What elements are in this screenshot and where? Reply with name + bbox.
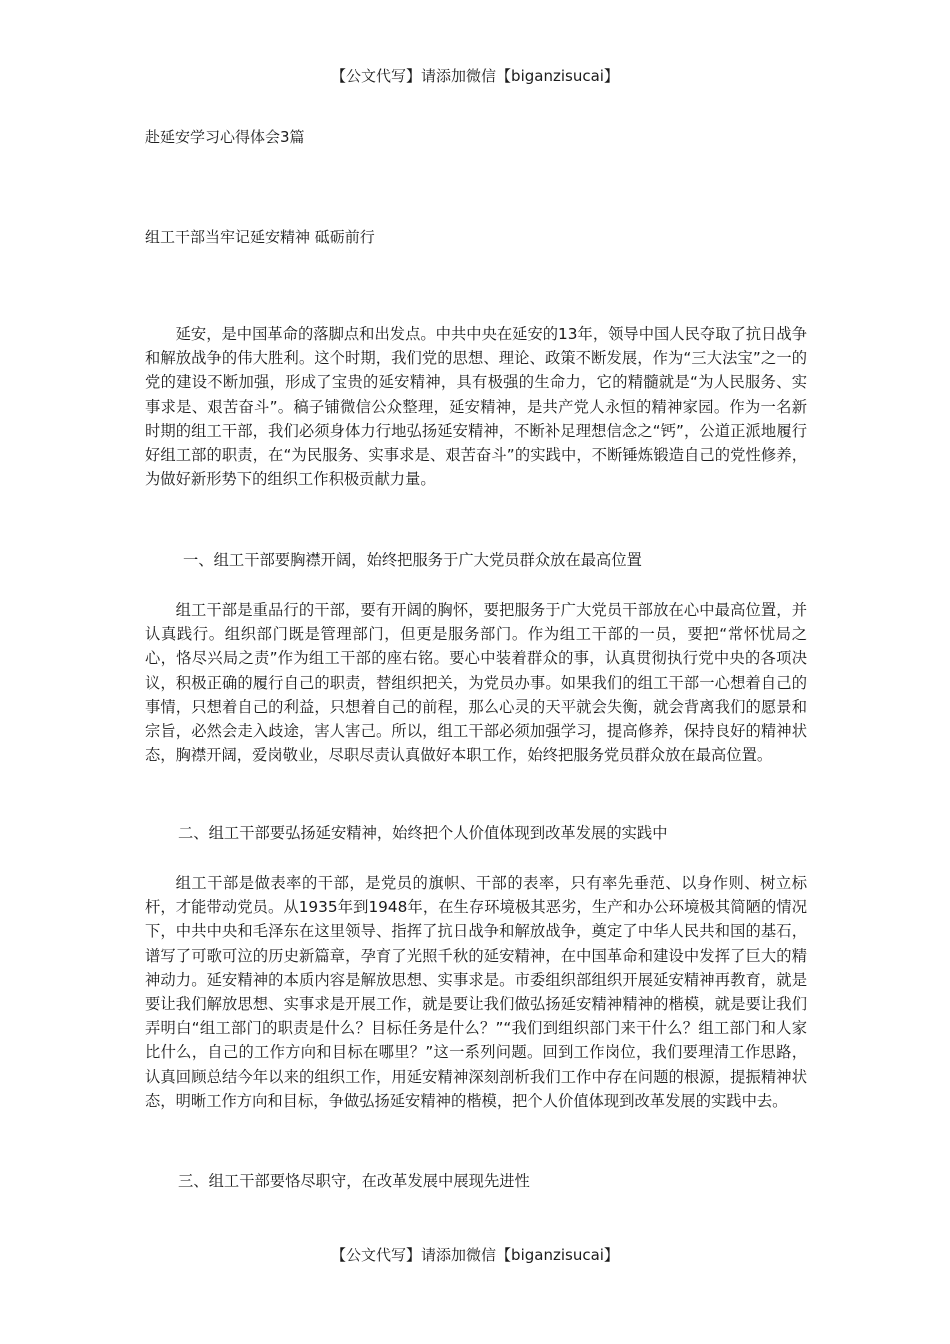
paragraph-section-1: 组工干部是重品行的干部，要有开阔的胸怀，要把服务于广大党员干部放在心中最高位置，并认真践行。组织部门既是管理部门，但更是服务部门。作为组工干部的一员，要把“常怀忧局之心，恪尽兴局之责”作为组工干部的座右铭。要心中装着群众的事，认真贯彻执行党中央的各项决议，积极正确的履行自己的职责，替组织把关，为党员办事。如果我们的组工干部一心想着自己的事情，只想着自己的利益，只想着自己的前程，那么心灵的天平就会失衡，就会背离我们的愿景和宗旨，必然会走入歧途，害人害己。所以，组工干部必须加强学习，提高修养，保持良好的精神状态，胸襟开阔，爱岗敬业，尽职尽责认真做好本职工作，始终把服务党员群众放在最高位置。 — [145, 601, 807, 765]
page-header: 【公文代写】请添加微信【biganzisucai】 — [331, 67, 619, 85]
article-title: 组工干部当牢记延安精神 砥砺前行 — [145, 228, 375, 246]
paragraph-intro: 延安，是中国革命的落脚点和出发点。中共中央在延安的13年，领导中国人民夺取了抗日战争和解放战争的伟大胜利。这个时期，我们党的思想、理论、政策不断发展，作为“三大法宝”之一的党的建设不断加强，形成了宝贵的延安精神，具有极强的生命力，它的精髓就是“为人民服务、实事求是、艰苦奋斗”。稿子铺微信公众整理，延安精神，是共产党人永恒的精神家园。作为一名新时期的组工干部，我们必须身体力行地弘扬延安精神，不断补足理想信念之“钙”，公道正派地履行好组工部的职责，在“为民服务、实事求是、艰苦奋斗”的实践中，不断锤炼锻造自己的党性修养，为做好新形势下的组织工作积极贡献力量。 — [145, 325, 807, 489]
paragraph-section-2: 组工干部是做表率的干部，是党员的旗帜、干部的表率，只有率先垂范、以身作则、树立标杆，才能带动党员。从1935年到1948年，在生存环境极其恶劣，生产和办公环境极其简陋的情况下，中共中央和毛泽东在这里领导、指挥了抗日战争和解放战争，奠定了中华人民共和国的基石，谱写了可歌可泣的历史新篇章，孕育了光照千秋的延安精神，在中国革命和建设中发挥了巨大的精神动力。延安精神的本质内容是解放思想、实事求是。市委组织部组织开展延安精神再教育，就是要让我们解放思想、实事求是开展工作，就是要让我们做弘扬延安精神精神的楷模，就是要让我们弄明白“组工部门的职责是什么？目标任务是什么？”“我们到组织部门来干什么？组工部门和人家比什么，自己的工作方向和目标在哪里？”这一系列问题。回到工作岗位，我们要理清工作思路，认真回顾总结今年以来的组织工作，用延安精神深刻剖析我们工作中存在问题的根源，提振精神状态，明晰工作方向和目标，争做弘扬延安精神的楷模，把个人价值体现到改革发展的实践中去。 — [145, 874, 807, 1110]
section-heading-1: 一、组工干部要胸襟开阔，始终把服务于广大党员群众放在最高位置 — [183, 551, 642, 569]
document-body — [145, 0, 807, 1344]
section-heading-3: 三、组工干部要恪尽职守，在改革发展中展现先进性 — [178, 1172, 530, 1190]
page-footer: 【公文代写】请添加微信【biganzisucai】 — [331, 1246, 619, 1264]
section-heading-2: 二、组工干部要弘扬延安精神，始终把个人价值体现到改革发展的实践中 — [178, 824, 668, 842]
document-title: 赴延安学习心得体会3篇 — [145, 128, 305, 146]
